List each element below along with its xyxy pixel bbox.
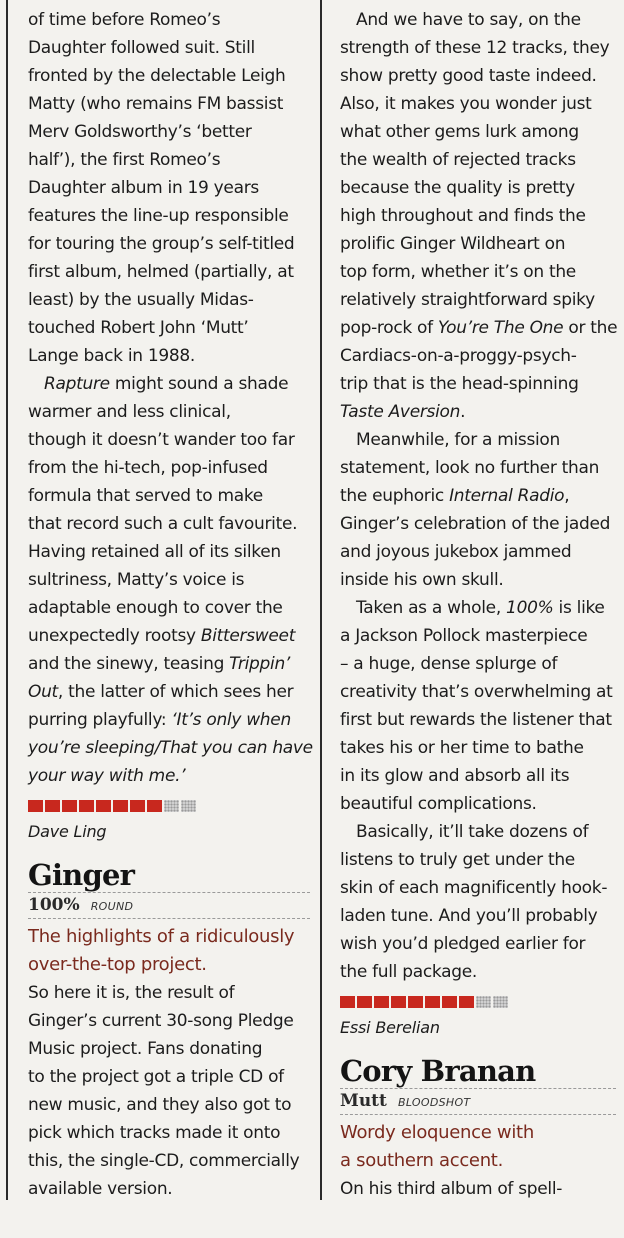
tagline-line: The highlights of a ridiculously	[28, 926, 295, 947]
text-line: laden tune. And you’ll probably	[340, 906, 598, 926]
text-line: available version.	[28, 1179, 173, 1199]
text-line: of time before Romeo’s	[28, 10, 221, 30]
review-text-paragraph	[28, 6, 310, 370]
text-line	[28, 678, 310, 706]
song-title-italic: You’re The One	[437, 318, 564, 338]
song-title-italic: Trippin’	[229, 654, 291, 674]
rating-square-filled	[391, 996, 406, 1008]
text-line: in its glow and absorb all its	[340, 766, 570, 786]
text-line: pick which tracks made it onto	[28, 1123, 281, 1143]
lyric-quote: you’re sleeping/That you can have	[28, 738, 313, 758]
reviewer-name: Essi Berelian	[340, 1018, 440, 1037]
text-line: On his third album of spell-	[340, 1179, 563, 1199]
text-line: Music project. Fans donating	[28, 1039, 263, 1059]
text-line: Basically, it’ll take dozens of	[356, 822, 589, 842]
text-line: the full package.	[340, 962, 477, 982]
text-fragment: unexpectedly rootsy	[28, 626, 201, 646]
rating-square-filled	[45, 800, 60, 812]
review-text-paragraph	[340, 426, 616, 594]
text-line: the wealth of rejected tracks	[340, 150, 576, 170]
text-line: because the quality is pretty	[340, 178, 575, 198]
rating-square-empty	[476, 996, 491, 1008]
text-line: strength of these 12 tracks, they	[340, 38, 610, 58]
text-line: fronted by the delectable Leigh	[28, 66, 286, 86]
text-fragment: purring playfully:	[28, 710, 172, 730]
text-line: And we have to say, on the	[356, 10, 581, 30]
text-line	[340, 594, 616, 622]
text-fragment: or the	[563, 318, 618, 338]
text-line: what other gems lurk among	[340, 122, 579, 142]
text-line: warmer and less clinical,	[28, 402, 231, 422]
text-line: adaptable enough to cover the	[28, 598, 283, 618]
review-text-paragraph	[340, 594, 616, 818]
text-line: least) by the usually Midas-	[28, 290, 254, 310]
rating-square-empty	[164, 800, 179, 812]
rating-square-filled	[408, 996, 423, 1008]
text-line	[340, 482, 616, 510]
text-line: touched Robert John ‘Mutt’	[28, 318, 249, 338]
rating-bar	[28, 800, 310, 812]
rating-square-filled	[96, 800, 111, 812]
album-info-row	[28, 892, 310, 919]
text-line: high throughout and finds the	[340, 206, 586, 226]
text-line	[340, 314, 616, 342]
rating-square-filled	[130, 800, 145, 812]
review-tagline	[28, 923, 310, 979]
text-line: skin of each magnificently hook-	[340, 878, 608, 898]
tagline-line: over-the-top project.	[28, 954, 207, 975]
text-line	[28, 734, 313, 762]
text-line: Having retained all of its silken	[28, 542, 281, 562]
rating-square-filled	[113, 800, 128, 812]
song-title-italic: Out	[28, 682, 58, 702]
text-line: inside his own skull.	[340, 570, 504, 590]
record-label: ROUND	[90, 900, 134, 913]
text-line: Ginger’s current 30-song Pledge	[28, 1011, 294, 1031]
text-fragment: and the sinewy, teasing	[28, 654, 230, 674]
text-fragment: Taken as a whole,	[356, 598, 507, 618]
lyric-quote: your way with me.’	[28, 766, 186, 786]
album-title-italic: Rapture	[44, 374, 110, 394]
text-line: and joyous jukebox jammed	[340, 542, 572, 562]
album-title: 100%	[28, 895, 80, 915]
review-tagline	[340, 1119, 616, 1175]
text-line: Meanwhile, for a mission	[356, 430, 561, 450]
rating-square-filled	[357, 996, 372, 1008]
text-line	[340, 398, 616, 426]
text-line: beautiful complications.	[340, 794, 537, 814]
text-line: though it doesn’t wander too far	[28, 430, 295, 450]
text-line: for touring the group’s self-titled	[28, 234, 295, 254]
text-line: Daughter followed suit. Still	[28, 38, 255, 58]
rating-square-filled	[425, 996, 440, 1008]
rating-square-filled	[374, 996, 389, 1008]
tagline-line: a southern accent.	[340, 1150, 503, 1171]
text-line: Ginger’s celebration of the jaded	[340, 514, 611, 534]
text-line	[28, 706, 310, 734]
text-line: new music, and they also got to	[28, 1095, 292, 1115]
rating-square-filled	[28, 800, 43, 812]
artist-name-heading: Cory Branan	[340, 1054, 536, 1088]
rating-bar	[340, 996, 616, 1008]
text-line: statement, look no further than	[340, 458, 600, 478]
text-line: a Jackson Pollock masterpiece	[340, 626, 588, 646]
text-line: formula that served to make	[28, 486, 263, 506]
text-line: So here it is, the result of	[28, 983, 235, 1003]
text-line: Lange back in 1988.	[28, 346, 195, 366]
rating-square-filled	[442, 996, 457, 1008]
artist-name-heading: Ginger	[28, 858, 135, 892]
text-line: Daughter album in 19 years	[28, 178, 259, 198]
rating-square-filled	[340, 996, 355, 1008]
text-line: Matty (who remains FM bassist	[28, 94, 284, 114]
text-line: from the hi-tech, pop-infused	[28, 458, 268, 478]
text-line	[28, 370, 310, 398]
tagline-line: Wordy eloquence with	[340, 1122, 534, 1143]
text-line: listens to truly get under the	[340, 850, 575, 870]
text-line: show pretty good taste indeed.	[340, 66, 597, 86]
review-text-paragraph	[28, 979, 310, 1203]
rating-square-filled	[79, 800, 94, 812]
rating-square-empty	[181, 800, 196, 812]
text-line: wish you’d pledged earlier for	[340, 934, 586, 954]
text-line: half’), the first Romeo’s	[28, 150, 221, 170]
text-line: that record such a cult favourite.	[28, 514, 298, 534]
text-line: this, the single-CD, commercially	[28, 1151, 300, 1171]
text-fragment: pop-rock of	[340, 318, 438, 338]
text-line: – a huge, dense splurge of	[340, 654, 558, 674]
text-line: trip that is the head-spinning	[340, 374, 579, 394]
text-line: first but rewards the listener that	[340, 710, 612, 730]
text-line: features the line-up responsible	[28, 206, 289, 226]
left-column	[28, 6, 313, 1203]
text-fragment: ,	[564, 486, 570, 506]
text-fragment: , the latter of which sees her	[57, 682, 294, 702]
right-column	[340, 6, 616, 1203]
album-info-row	[340, 1088, 616, 1115]
text-line	[28, 762, 310, 790]
text-line: Merv Goldsworthy’s ‘better	[28, 122, 252, 142]
text-line: top form, whether it’s on the	[340, 262, 576, 282]
column-rule-left	[6, 0, 8, 1200]
review-text-paragraph	[28, 370, 313, 790]
song-title-italic: Internal Radio	[449, 486, 565, 506]
text-fragment: the euphoric	[340, 486, 450, 506]
review-text-paragraph	[340, 1175, 616, 1203]
lyric-quote: ‘It’s only when	[171, 710, 291, 730]
review-text-paragraph	[340, 818, 616, 986]
record-label: BLOODSHOT	[397, 1096, 471, 1109]
text-line: creativity that’s overwhelming at	[340, 682, 613, 702]
text-fragment: might sound a shade	[109, 374, 289, 394]
text-line	[28, 622, 310, 650]
column-rule-middle	[320, 0, 322, 1200]
text-line: sultriness, Matty’s voice is	[28, 570, 245, 590]
song-title-italic: Bittersweet	[200, 626, 296, 646]
text-line: Cardiacs-on-a-proggy-psych-	[340, 346, 577, 366]
text-line	[28, 650, 310, 678]
text-fragment: is like	[553, 598, 605, 618]
rating-square-filled	[147, 800, 162, 812]
rating-square-filled	[62, 800, 77, 812]
text-line: prolific Ginger Wildheart on	[340, 234, 566, 254]
text-line: Also, it makes you wonder just	[340, 94, 592, 114]
album-title-italic: 100%	[506, 598, 554, 618]
text-fragment: .	[460, 402, 466, 422]
song-title-italic: Taste Aversion	[340, 402, 461, 422]
text-line: takes his or her time to bathe	[340, 738, 584, 758]
reviewer-name: Dave Ling	[28, 822, 107, 841]
rating-square-filled	[459, 996, 474, 1008]
rating-square-empty	[493, 996, 508, 1008]
album-title: Mutt	[340, 1091, 387, 1111]
review-text-paragraph	[340, 6, 616, 426]
text-line: relatively straightforward spiky	[340, 290, 595, 310]
text-line: to the project got a triple CD of	[28, 1067, 284, 1087]
text-line: first album, helmed (partially, at	[28, 262, 294, 282]
